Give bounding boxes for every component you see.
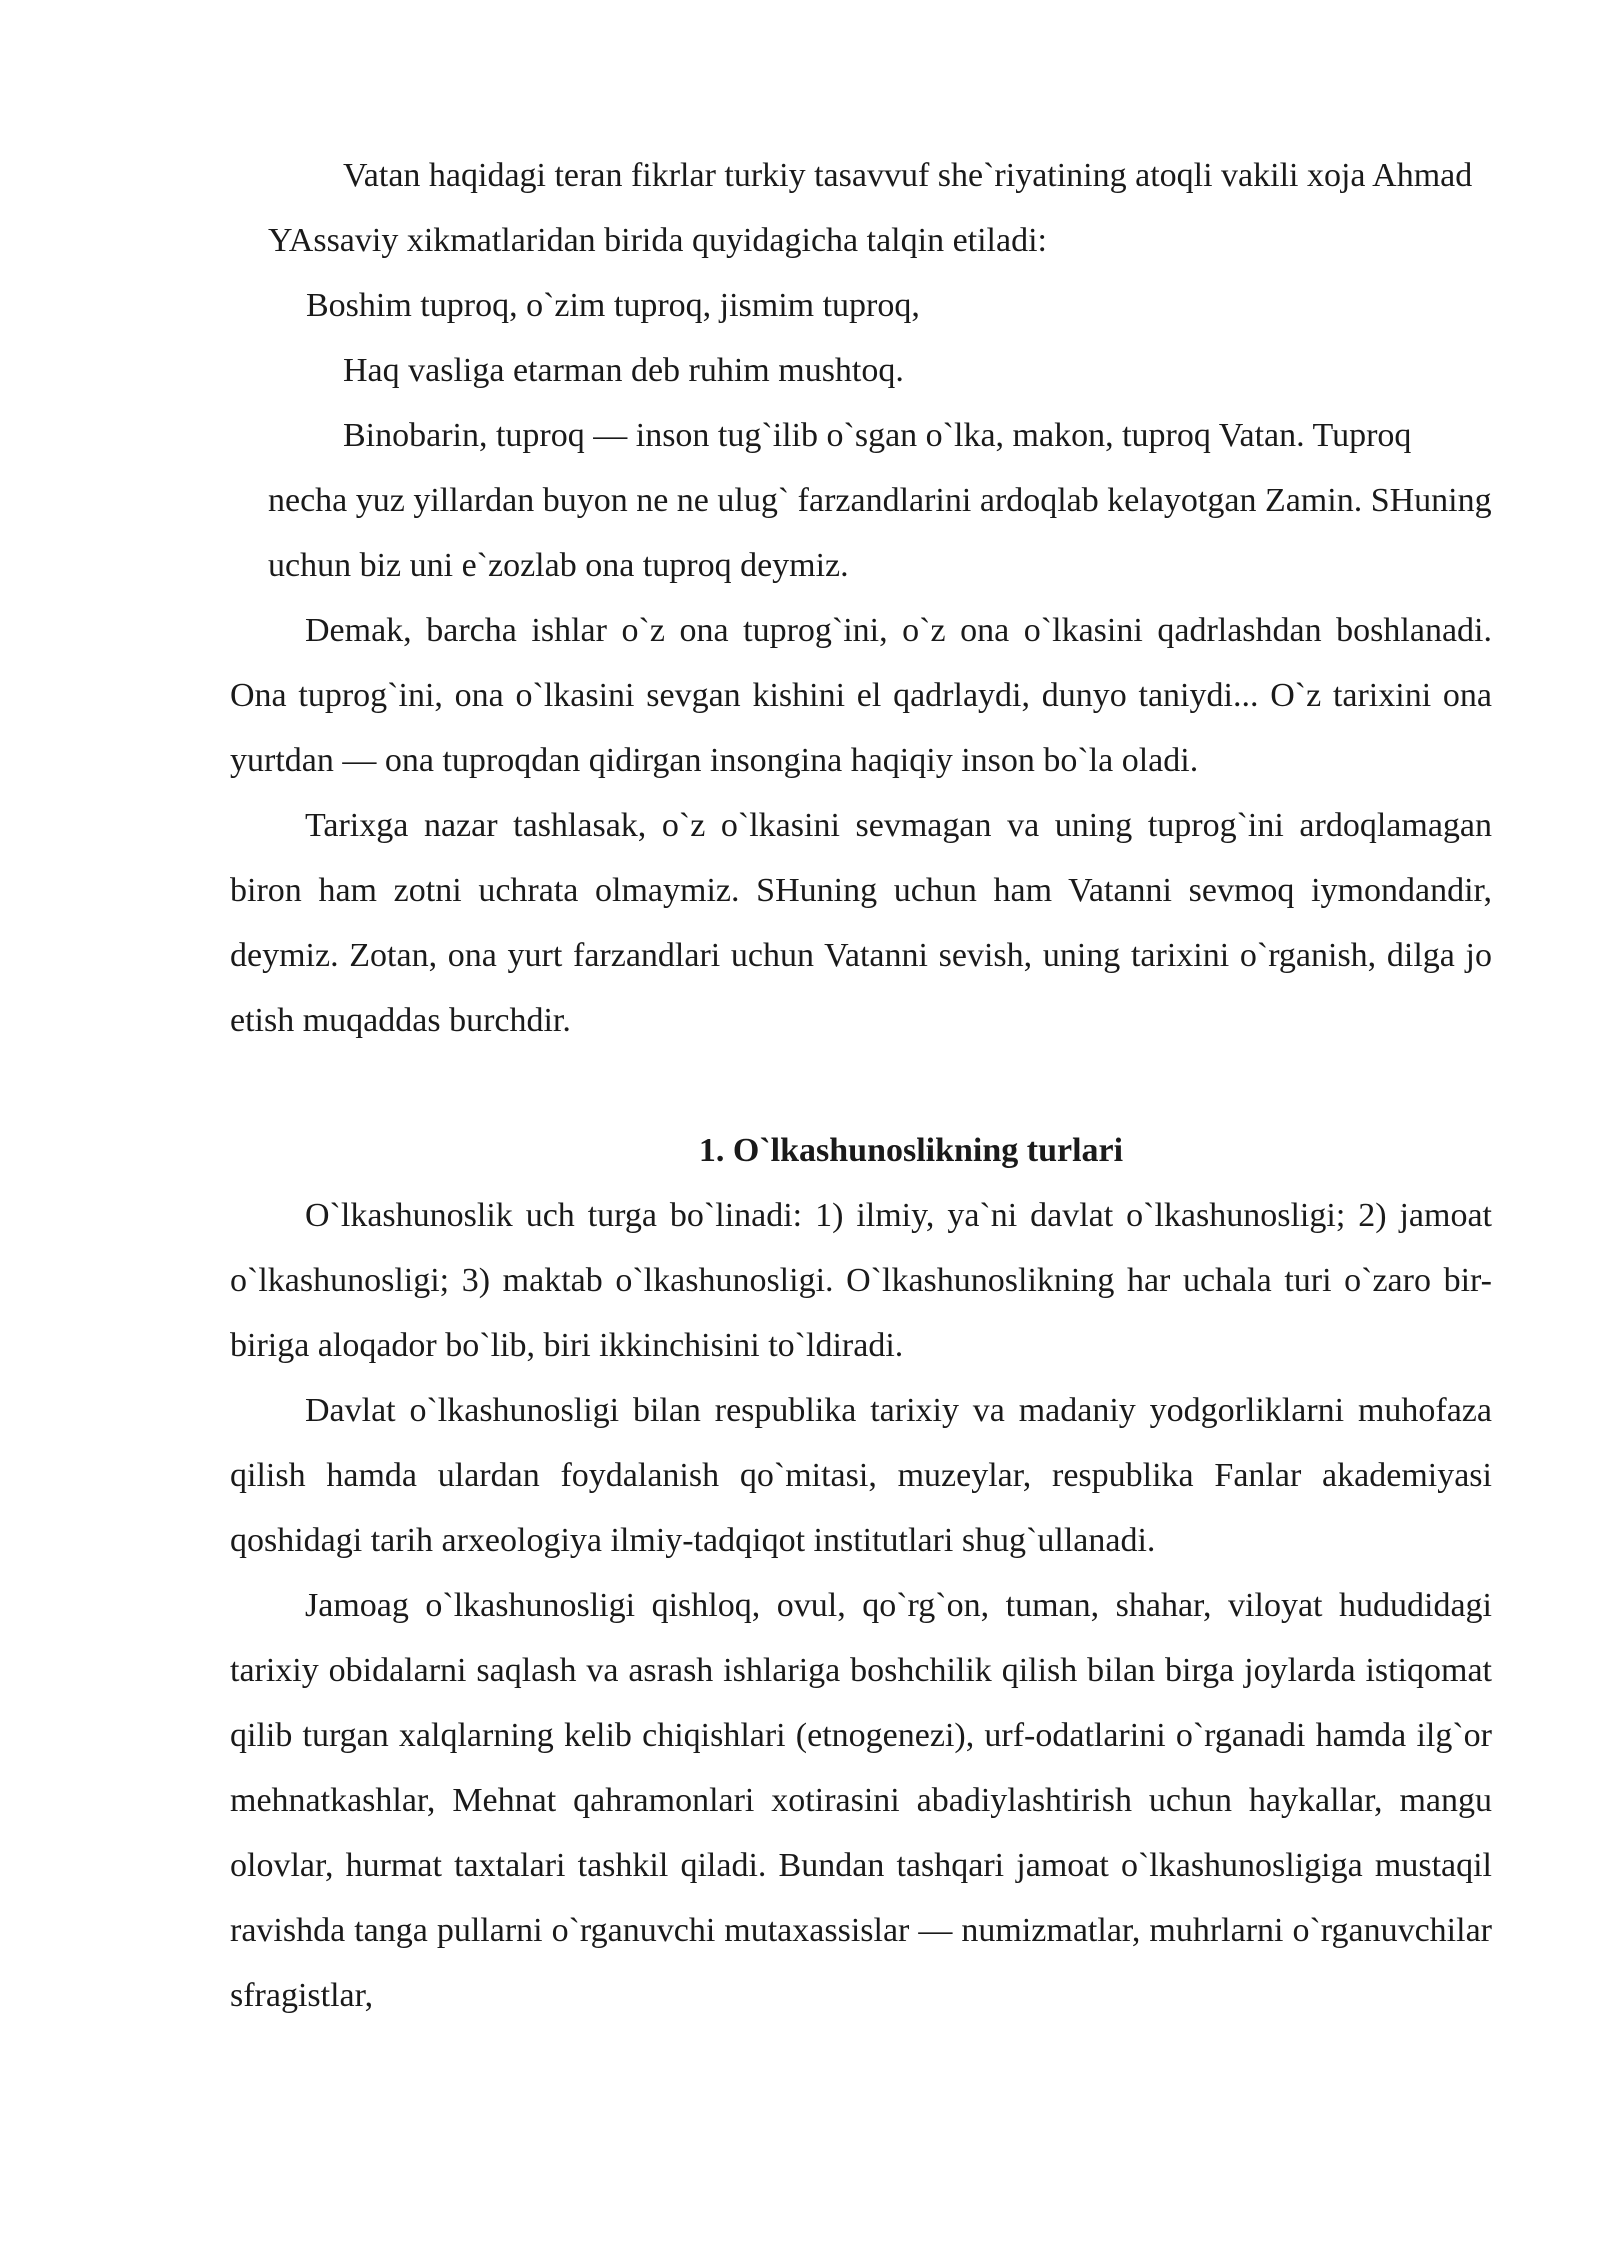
section-heading: 1. O`lkashunoslikning turlari (698, 1132, 1124, 1169)
paragraph-demak: Demak, barcha ishlar o`z ona tuprog`ini, o`z ona o`lkasini qadrlashdan boshlanadi. Ona tuprog`ini, ona o`lkasini sevgan kishini el qadrlaydi, dunyo taniydi... O`z tarixini ona yurtdan — ona tuproqdan qidirgan insongina haqiqiy inson bo`la oladi. (230, 612, 1492, 779)
paragraph-turlari: O`lkashunoslik uch turga bo`linadi: 1) ilmiy, ya`ni davlat o`lkashunosligi; 2) jamoat o`lkashunosligi; 3) maktab o`lkashunosligi. O`lkashunoslikning har uchala turi o`zaro bir-biriga aloqador bo`lib, biri ikkinchisini to`ldiradi. (230, 1197, 1492, 1364)
paragraph-tuproq: Binobarin, tuproq — inson tug`ilib o`sgan o`lka, makon, tuproq Vatan. Tuproq necha yuz yillardan buyon ne ne ulug` farzandlarini ardoqlab kelayotgan Zamin. SHuning uchun biz uni e`zozlab ona tuproq deymiz. (268, 417, 1492, 584)
intro-paragraph: Vatan haqidagi teran fikrlar turkiy tasavvuf she`riyatining atoqli vakili xoja Ahmad YAssaviy xikmatlaridan birida quyidagicha talqin etiladi: (268, 157, 1473, 259)
section-spacer (230, 1053, 1492, 1118)
verse-line-2: Haq vasliga etarman deb ruhim mushtoq. (343, 352, 904, 389)
paragraph-davlat: Davlat o`lkashunosligi bilan respublika tarixiy va madaniy yodgorliklarni muhofaza qilish hamda ulardan foydalanish qo`mitasi, muzeylar, respublika Fanlar akademiyasi qoshidagi tarih arxeologiya ilmiy-tadqiqot institutlari shug`ullanadi. (230, 1392, 1492, 1559)
intro-block (230, 143, 1492, 2028)
verse-line-1: Boshim tuproq, o`zim tuproq, jismim tuproq, (306, 287, 920, 324)
paragraph-tarixga: Tarixga nazar tashlasak, o`z o`lkasini sevmagan va uning tuprog`ini ardoqlamagan biron ham zotni uchrata olmaymiz. SHuning uchun ham Vatanni sevmoq iymondandir, deymiz. Zotan, ona yurt farzandlari uchun Vatanni sevish, uning tarixini o`rganish, dilga jo etish muqaddas burchdir. (230, 807, 1492, 1039)
paragraph-jamoat: Jamoag o`lkashunosligi qishloq, ovul, qo`rg`on, tuman, shahar, viloyat hududidagi tarixiy obidalarni saqlash va asrash ishlariga boshchilik qilish bilan birga joylarda istiqomat qilib turgan xalqlarning kelib chiqishlari (etnogenezi), urf-odatlarini o`rganadi hamda ilg`or mehnatkashlar, Mehnat qahramonlari xotirasini abadiylashtirish uchun haykallar, mangu olovlar, hurmat taxtalari tashkil qiladi. Bundan tashqari jamoat o`lkashunosligiga mustaqil ravishda tanga pullarni o`rganuvchi mutaxassislar — numizmatlar, muhrlarni o`rganuvchilar sfragistlar, (230, 1587, 1492, 2014)
